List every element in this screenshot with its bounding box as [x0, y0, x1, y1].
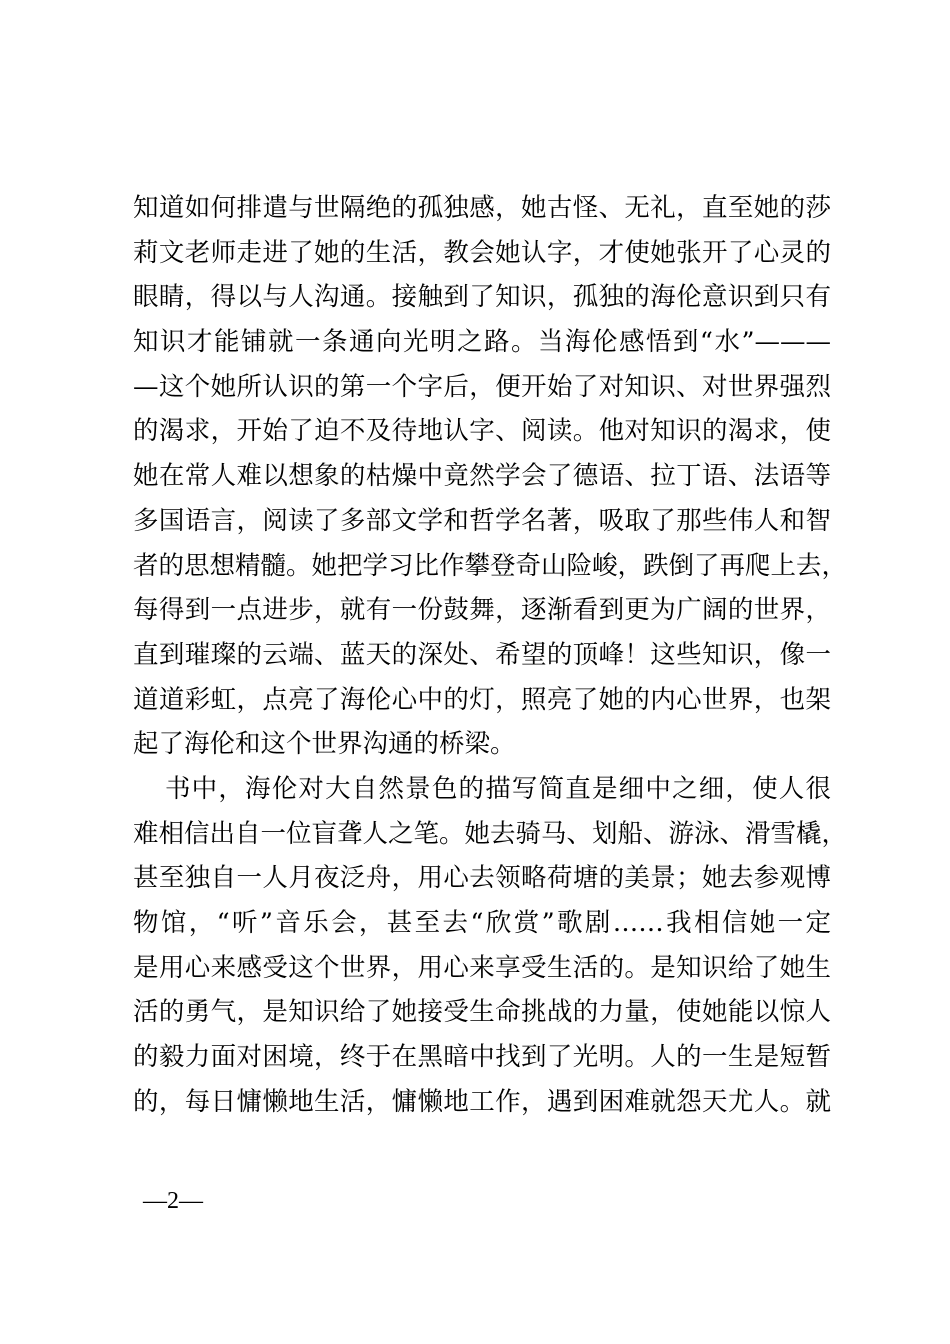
text-line: 起了海伦和这个世界沟通的桥梁。 [133, 729, 516, 760]
text-line: 莉文老师走进了她的生活，教会她认字，才使她张开了心灵的 [133, 237, 831, 268]
text-line: 物馆，“听”音乐会，甚至去“欣赏”歌剧……我相信她一定 [133, 908, 831, 938]
text-line: 道道彩虹，点亮了海伦心中的灯，照亮了她的内心世界，也架 [133, 684, 831, 715]
text-line: 每得到一点进步，就有一份鼓舞，逐渐看到更为广阔的世界， [133, 595, 831, 626]
text-line: 知道如何排遣与世隔绝的孤独感，她古怪、无礼，直至她的莎 [133, 193, 831, 223]
text-line: 知识才能铺就一条通向光明之路。当海伦感悟到“水”——— [133, 327, 831, 358]
text-line: 她在常人难以想象的枯燥中竟然学会了德语、拉丁语、法语等 [133, 461, 831, 492]
text-line: 是用心来感受这个世界，用心来享受生活的。是知识给了她生 [133, 952, 831, 983]
page-number: —2— [143, 1188, 203, 1214]
text-line: 活的勇气，是知识给了她接受生命挑战的力量，使她能以惊人 [133, 997, 831, 1028]
text-line: 多国语言，阅读了多部文学和哲学名著，吸取了那些伟人和智 [133, 505, 831, 536]
text-line: 的渴求，开始了迫不及待地认字、阅读。他对知识的渴求，使 [133, 416, 831, 447]
text-line: 的毅力面对困境，终于在黑暗中找到了光明。人的一生是短暂 [133, 1042, 831, 1073]
text-line: —这个她所认识的第一个字后，便开始了对知识、对世界强烈 [133, 371, 831, 402]
text-line: 眼睛，得以与人沟通。接触到了知识，孤独的海伦意识到只有 [133, 282, 831, 313]
paragraph-1 [133, 186, 848, 767]
text-line: 难相信出自一位盲聋人之笔。她去骑马、划船、游泳、滑雪橇， [133, 818, 848, 849]
text-line: 者的思想精髓。她把学习比作攀登奇山险峻，跌倒了再爬上去， [133, 550, 848, 581]
paragraph-2 [133, 767, 848, 1125]
text-line: 直到璀璨的云端、蓝天的深处、希望的顶峰！这些知识，像一 [133, 639, 831, 670]
text-line: 书中，海伦对大自然景色的描写简直是细中之细，使人很 [165, 773, 831, 804]
document-body [133, 186, 848, 1124]
text-line: 甚至独自一人月夜泛舟，用心去领略荷塘的美景；她去参观博 [133, 863, 831, 894]
text-line: 的，每日慵懒地生活，慵懒地工作，遇到困难就怨天尤人。就 [133, 1086, 831, 1117]
